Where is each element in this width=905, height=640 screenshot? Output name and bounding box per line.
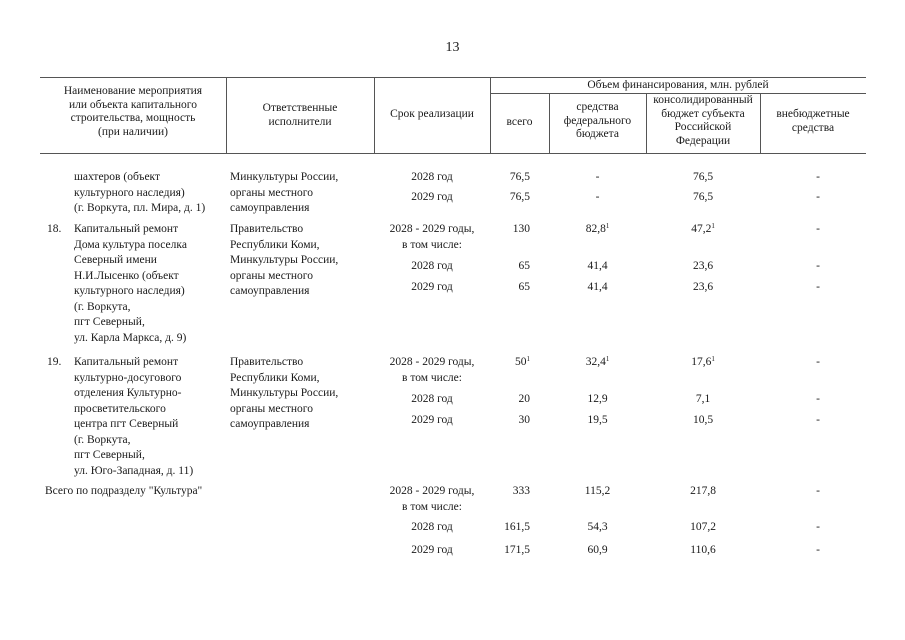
summary-total: 333 (512, 485, 530, 497)
summary-extra: - (816, 485, 820, 497)
header-total: всего (506, 116, 533, 128)
row18-total: 130 (512, 223, 530, 235)
row18-federal: 41,4 (587, 281, 608, 293)
summary-total: 161,5 (504, 521, 530, 533)
header-executors: Ответственные исполнители (262, 102, 338, 128)
summary-extra: - (816, 521, 820, 533)
row19-term: 2029 год (411, 414, 453, 426)
row18-name: Капитальный ремонт Дома культура поселка Северный имени Н.И.Лысенко (объект культурного наследия) (г. Воркута, пгт Северный, ул. Карла Маркса, д. 9) (74, 223, 187, 344)
row18-term: 2029 год (411, 281, 453, 293)
row18-total: 65 (518, 260, 530, 272)
row18-extra: - (816, 260, 820, 272)
row18-federal (549, 222, 646, 238)
header-extrabudget: внебюджетные средства (776, 108, 850, 134)
federal-value: 32,4 (585, 356, 606, 368)
summary-federal: 115,2 (584, 485, 611, 497)
cont-total: 76,5 (509, 171, 530, 183)
summary-extra: - (816, 544, 820, 556)
row-number: 18. (47, 223, 62, 235)
header-term: Срок реализации (390, 108, 474, 120)
row19-total: 30 (518, 414, 530, 426)
row18-extra: - (816, 281, 820, 293)
summary-total: 171,5 (504, 544, 530, 556)
footnote-mark: 1 (711, 355, 715, 363)
row18-total: 65 (518, 281, 530, 293)
footnote-mark: 1 (526, 355, 530, 363)
summary-term: 2029 год (411, 544, 453, 556)
row18-extra: - (816, 223, 820, 235)
header-financing-group: Объем финансирования, млн. рублей (587, 79, 769, 91)
page-number: 13 (445, 40, 460, 55)
footnote-mark: 1 (605, 355, 610, 363)
summary-federal: 60,9 (587, 544, 608, 556)
row18-executors: Правительство Республики Коми, Минкультуры России, органы местного самоуправления (230, 223, 339, 297)
row-number: 19. (47, 356, 62, 368)
cont-extra: - (816, 191, 820, 203)
summary-regional: 107,2 (690, 521, 716, 533)
cont-federal: - (595, 171, 600, 183)
regional-value: 47,2 (691, 223, 712, 235)
row19-total: 20 (518, 393, 530, 405)
row19-regional: 10,5 (692, 414, 714, 426)
row18-term: 2028 год (411, 260, 453, 272)
header-bottom-rule (40, 153, 866, 154)
header-name: Наименование мероприятия или объекта капитального строительства, мощность (при наличии) (63, 85, 203, 138)
row19-total (490, 355, 530, 371)
cont-federal: - (595, 191, 600, 203)
row19-name: Капитальный ремонт культурно-досугового отделения Культурно- просветительского центра пгт Северный (г. Воркута, пгт Северный, ул. Юго-Западная, д. 11) (74, 356, 194, 477)
row19-executors: Правительство Республики Коми, Минкультуры России, органы местного самоуправления (230, 356, 339, 430)
summary-regional: 217,8 (690, 485, 716, 497)
summary-term: 2028 - 2029 годы, в том числе: (389, 485, 475, 513)
cont-executors: Минкультуры России, органы местного самоуправления (230, 171, 339, 214)
cont-extra: - (816, 171, 820, 183)
total-value: 50 (515, 356, 527, 368)
row18-term: 2028 - 2029 годы, в том числе: (389, 223, 475, 251)
regional-value: 17,6 (691, 356, 712, 368)
cont-total: 76,5 (509, 191, 530, 203)
row19-term: 2028 год (411, 393, 453, 405)
footnote-mark: 1 (605, 222, 610, 230)
row18-federal: 41,4 (587, 260, 608, 272)
row19-extra: - (816, 356, 820, 368)
summary-federal: 54,3 (587, 521, 608, 533)
cont-name: шахтеров (объект культурного наследия) (г. Воркута, пл. Мира, д. 1) (74, 171, 206, 214)
row19-regional (646, 355, 760, 371)
row19-federal (549, 355, 646, 371)
cont-term: 2029 год (411, 191, 453, 203)
row19-extra: - (816, 393, 820, 405)
row19-extra: - (816, 414, 820, 426)
cont-term: 2028 год (411, 171, 453, 183)
header-federal: средства федерального бюджета (563, 101, 632, 140)
row18-regional: 23,6 (692, 260, 714, 272)
federal-value: 82,8 (585, 223, 606, 235)
row19-regional: 7,1 (695, 393, 711, 405)
cont-regional: 76,5 (692, 191, 714, 203)
row19-term: 2028 - 2029 годы, в том числе: (389, 356, 475, 384)
summary-regional: 110,6 (690, 544, 716, 556)
row19-federal: 12,9 (587, 393, 608, 405)
header-top-rule (40, 77, 866, 78)
row18-regional (646, 222, 760, 238)
summary-term: 2028 год (411, 521, 453, 533)
cont-regional: 76,5 (692, 171, 714, 183)
footnote-mark: 1 (711, 222, 715, 230)
summary-name: Всего по подразделу "Культура" (45, 485, 203, 497)
row18-regional: 23,6 (692, 281, 714, 293)
header-regional: консолидированный бюджет субъекта Российской Федерации (653, 94, 753, 147)
row19-federal: 19,5 (587, 414, 608, 426)
